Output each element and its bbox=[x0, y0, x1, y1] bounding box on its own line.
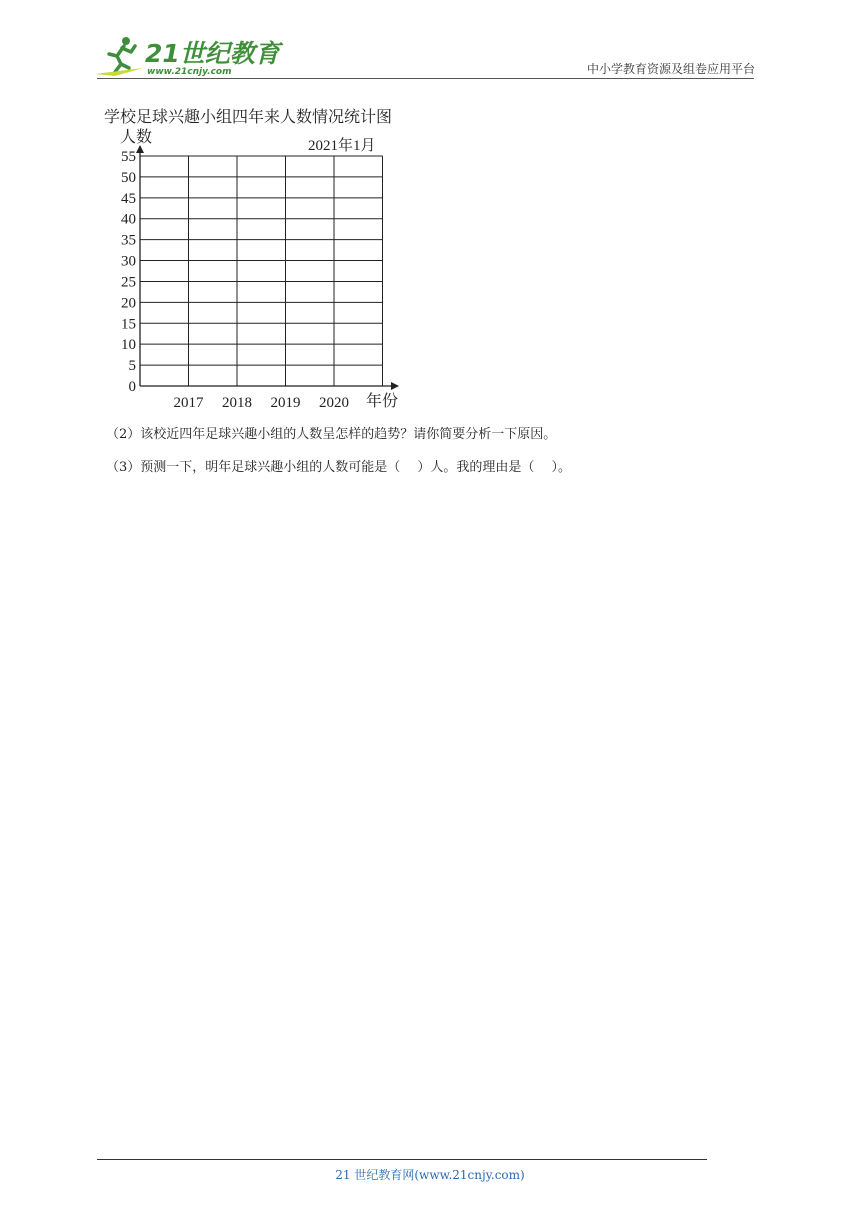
y-tick-label: 30 bbox=[121, 253, 136, 270]
x-tick-label: 2020 bbox=[319, 395, 349, 411]
y-tick-label: 15 bbox=[121, 316, 136, 333]
y-tick-label: 50 bbox=[121, 169, 136, 186]
y-tick-label: 20 bbox=[121, 295, 136, 312]
x-tick-label: 2017 bbox=[173, 395, 204, 411]
y-tick-label: 35 bbox=[121, 232, 136, 249]
y-tick-label: 45 bbox=[121, 190, 136, 207]
logo-text: 21世纪教育 bbox=[145, 39, 280, 68]
line-chart bbox=[100, 122, 420, 414]
header-divider bbox=[97, 78, 754, 79]
y-tick-label: 55 bbox=[121, 149, 136, 165]
x-tick-labels bbox=[174, 395, 350, 411]
y-tick-labels bbox=[121, 149, 136, 395]
chart-grid bbox=[140, 156, 383, 386]
footer-text: 21 世纪教育网(www.21cnjy.com) bbox=[335, 1168, 525, 1182]
header-tagline: 中小学教育资源及组卷应用平台 bbox=[586, 62, 755, 76]
x-tick-label: 2018 bbox=[222, 395, 252, 411]
y-tick-label: 10 bbox=[121, 337, 136, 354]
site-logo bbox=[95, 34, 280, 78]
y-tick-label: 5 bbox=[128, 358, 136, 375]
question-2: （2）该校近四年足球兴趣小组的人数呈怎样的趋势？请你简要分析一下原因。 bbox=[106, 427, 557, 442]
y-tick-label: 25 bbox=[121, 274, 136, 291]
logo-url: www.21cnjy.com bbox=[147, 67, 232, 77]
chart-date-note: 2021年1月 bbox=[308, 138, 376, 154]
question-3: （3）预测一下，明年足球兴趣小组的人数可能是（ ）人。我的理由是（ ）。 bbox=[106, 460, 572, 475]
footer-divider bbox=[97, 1159, 707, 1160]
y-tick-label: 40 bbox=[121, 211, 136, 228]
x-tick-label: 2019 bbox=[270, 395, 301, 411]
x-axis-label: 年份 bbox=[366, 393, 399, 410]
runner-icon bbox=[95, 37, 143, 76]
y-axis-label: 人数 bbox=[120, 129, 153, 146]
y-tick-label: 0 bbox=[128, 379, 136, 395]
chart-title: 学校足球兴趣小组四年来人数情况统计图 bbox=[104, 107, 393, 126]
